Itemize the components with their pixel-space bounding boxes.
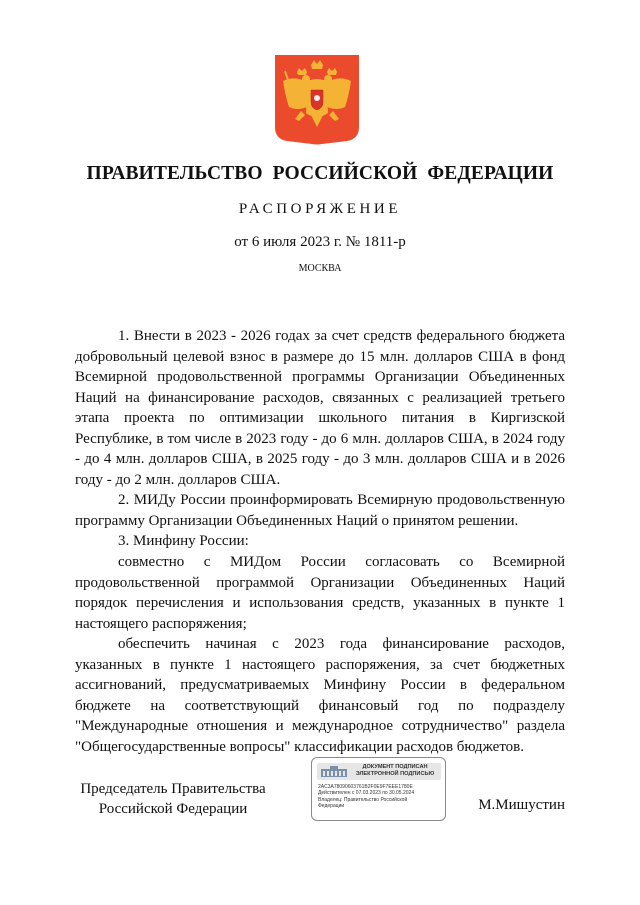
- signatory-position-line2: Российской Федерации: [98, 801, 248, 817]
- document-date-number: от 6 июля 2023 г. № 1811-р: [234, 234, 406, 250]
- document-city: МОСКВА: [298, 263, 342, 274]
- paragraph-2: 2. МИДу России проинформировать Всемирную продовольственную программу Организации Объединенных Наций о принятом решении.: [75, 492, 565, 529]
- electronic-signature-stamp: [311, 757, 446, 821]
- coat-of-arms-emblem: [275, 55, 359, 145]
- signatory-position-line1: Председатель Правительства: [80, 781, 266, 797]
- stamp-owner-line2: Федерации: [318, 803, 345, 810]
- paragraph-3-subitem-1: совместно с МИДом России согласовать со Всемирной продовольственной программой Организации Объединенных Наций порядок перечисления и использования средств, указанных в пункте 1 настоящего распоряжения;: [75, 554, 565, 632]
- stamp-owner-line1: Владелец: Правительство Российской: [318, 796, 408, 803]
- paragraph-1: 1. Внести в 2023 - 2026 годах за счет средств федерального бюджета добровольный целевой взнос в размере до 15 млн. долларов США в фонд Всемирной продовольственной программы Организации Объединенных Наций на финансирование расходов, связанных с реализацией третьего этапа проекта по оптимизации школьного питания в Киргизской Республике, в том числе в 2023 году - до 6 млн. долларов США, в 2024 году - до 4 млн. долларов США, в 2025 году - до 3 млн. долларов США и в 2026 году - до 2 млн. долларов США.: [75, 328, 565, 488]
- signatory-name: М.Мишустин: [478, 797, 565, 813]
- building-icon: [320, 765, 348, 778]
- stamp-title: ДОКУМЕНТ ПОДПИСАН ЭЛЕКТРОННОЙ ПОДПИСЬЮ: [355, 764, 435, 777]
- paragraph-3: 3. Минфину России:: [118, 533, 249, 550]
- government-title: ПРАВИТЕЛЬСТВО РОССИЙСКОЙ ФЕДЕРАЦИИ: [86, 163, 554, 184]
- stamp-details: [318, 784, 442, 810]
- document-body: [75, 326, 565, 757]
- signatory-position: [78, 779, 268, 819]
- stamp-certificate: 2AC3A78090603761B2F0E9F7EEE1780E: [318, 784, 413, 790]
- paragraph-3-subitem-2: обеспечить начиная с 2023 года финансирование расходов, указанных в пункте 1 настоящего распоряжения, за счет бюджетных ассигнований, предусматриваемых Минфину России в федеральном бюджете на соответствующий финансовый год по подразделу "Международные отношения и международное сотрудничество" раздела "Общегосударственные вопросы" классификации расходов бюджетов.: [75, 636, 565, 755]
- document-type: РАСПОРЯЖЕНИЕ: [238, 201, 402, 217]
- stamp-header: [317, 763, 441, 780]
- stamp-validity: Действителен с 07.03.2023 по 30.05.2024: [318, 790, 415, 797]
